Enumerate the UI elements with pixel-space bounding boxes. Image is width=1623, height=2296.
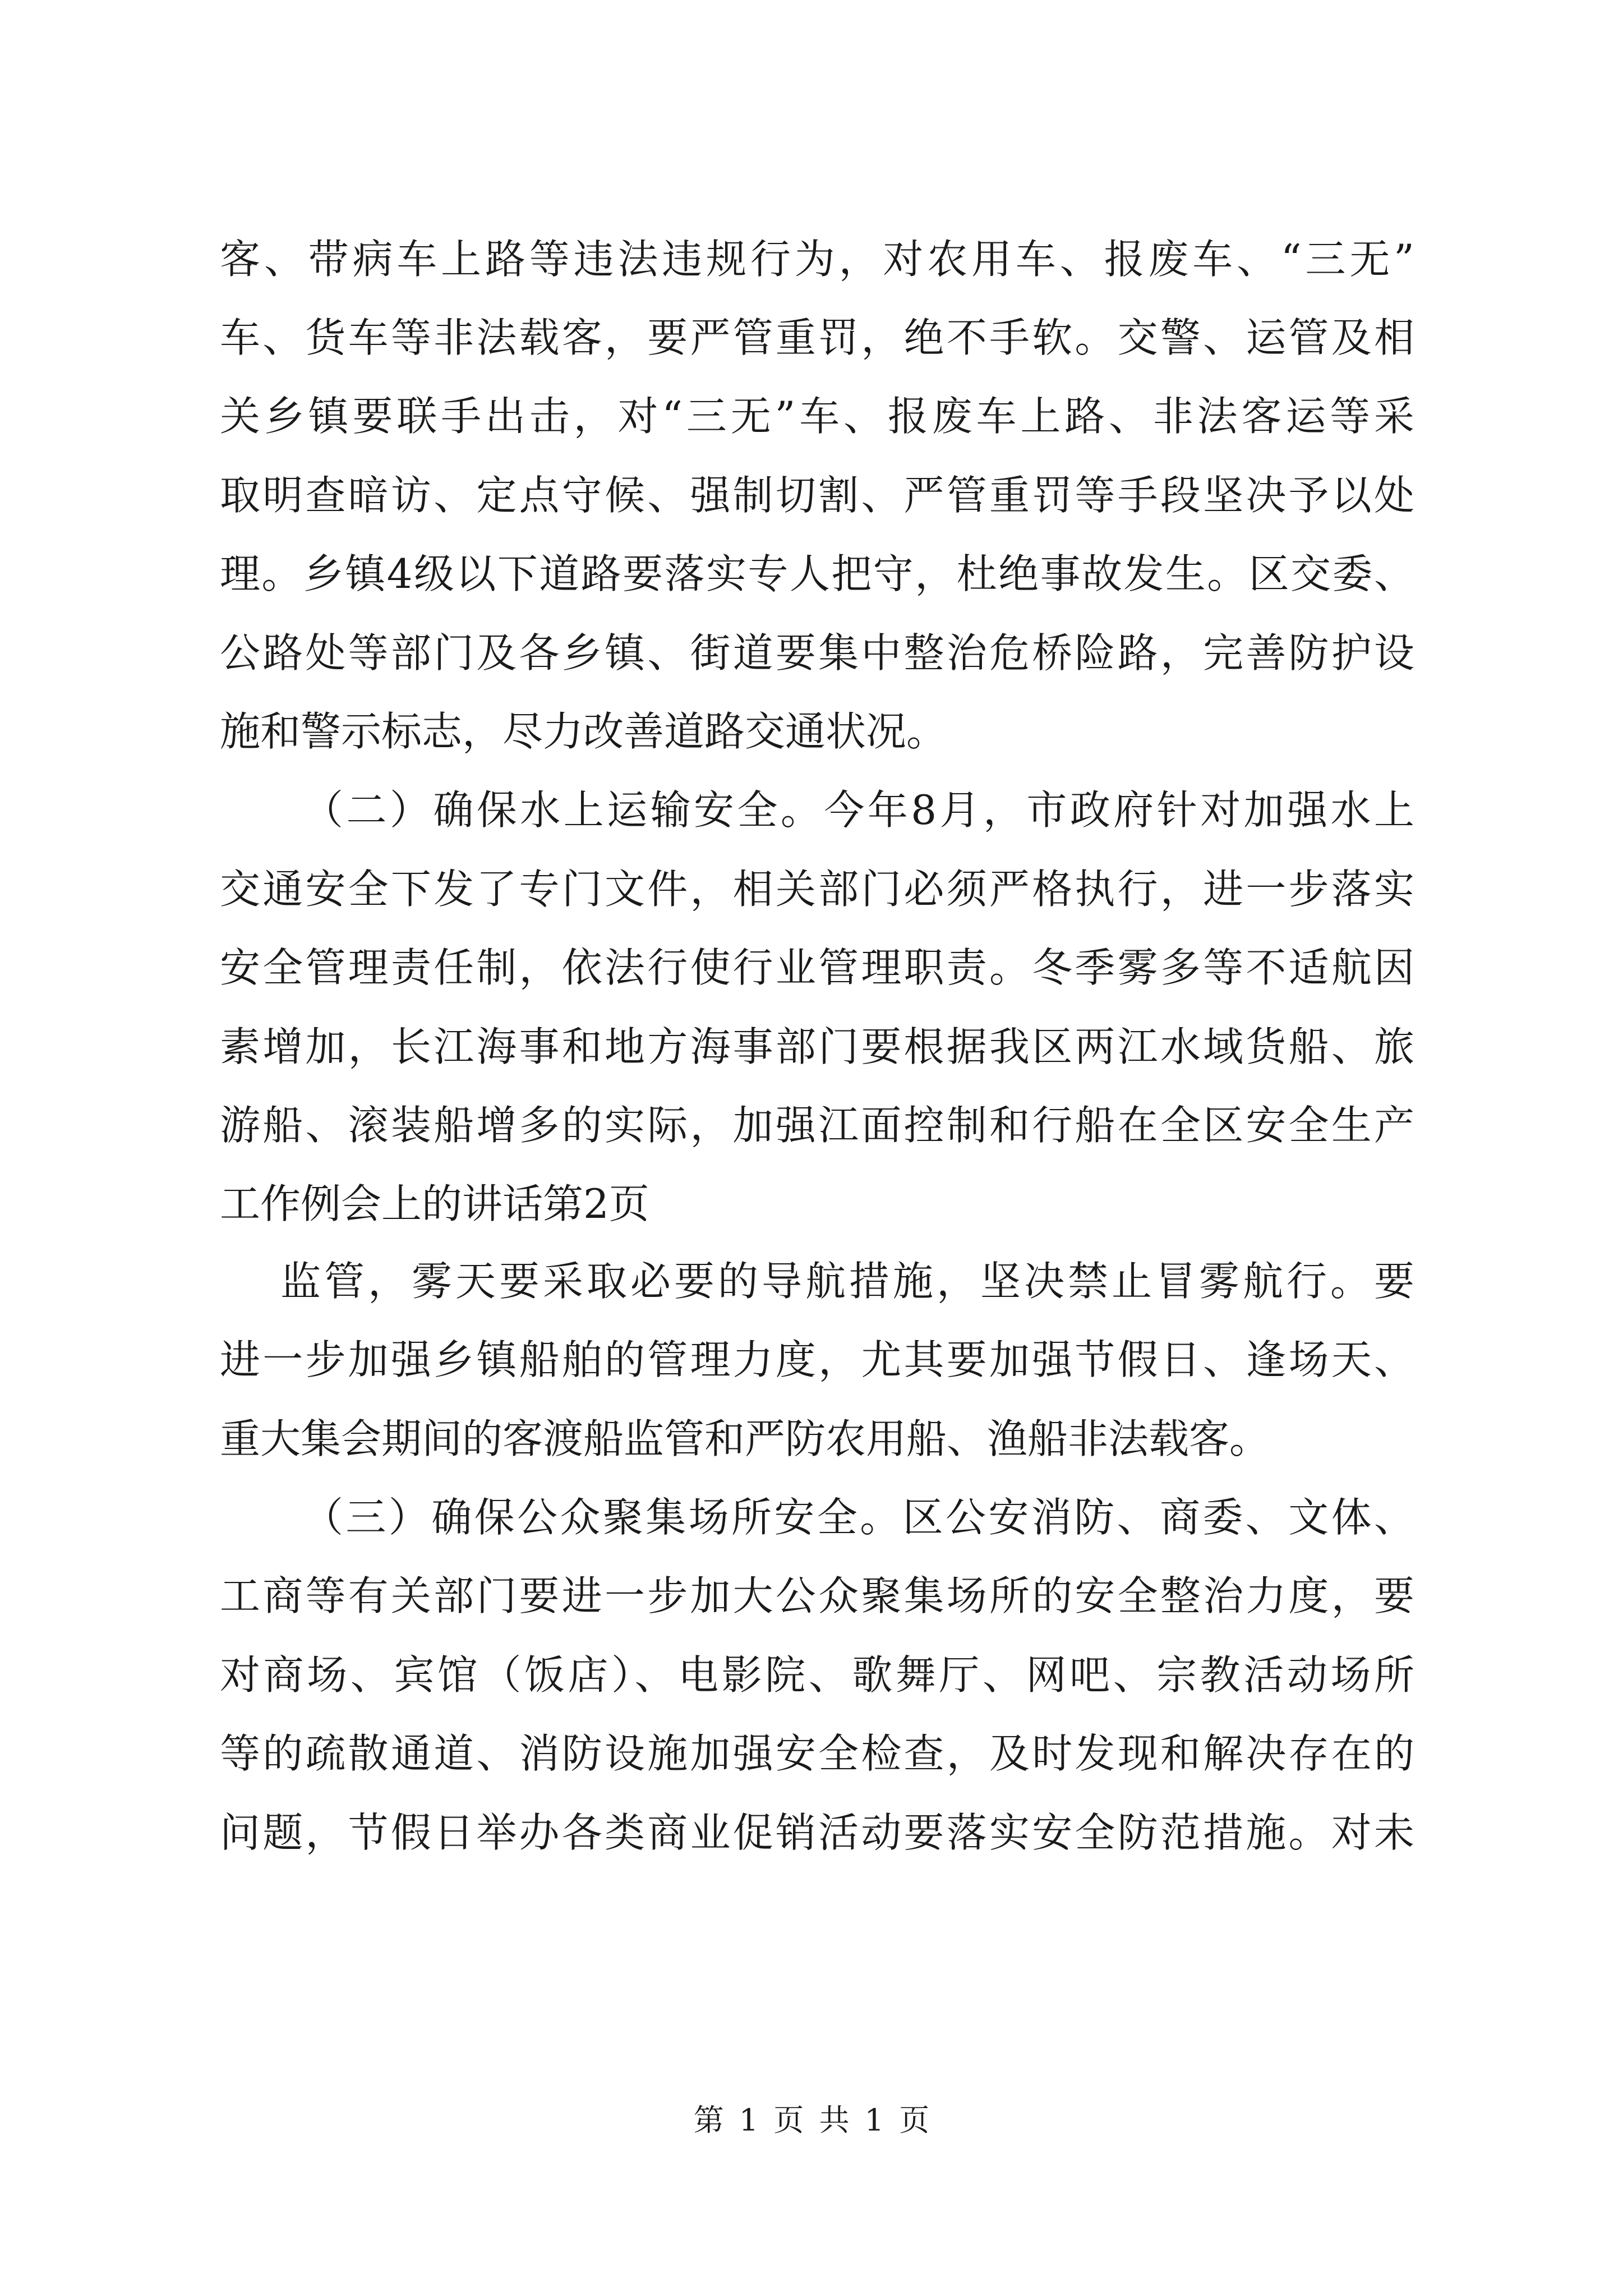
paragraph-1-line-4: 取明查暗访、定点守候、强制切割、严管重罚等手段坚决予以处 bbox=[220, 472, 1414, 519]
paragraph-2-line-2: 交通安全下发了专门文件，相关部门必须严格执行，进一步落实 bbox=[220, 866, 1414, 913]
paragraph-3-line-2: 进一步加强乡镇船舶的管理力度，尤其要加强节假日、逢场天、 bbox=[220, 1336, 1414, 1383]
paragraph-3-line-3: 重大集会期间的客渡船监管和严防农用船、渔船非法载客。 bbox=[220, 1415, 1270, 1462]
paragraph-2-line-4: 素增加，长江海事和地方海事部门要根据我区两江水域货船、旅 bbox=[220, 1023, 1414, 1070]
paragraph-1-line-7: 施和警示标志，尽力改善道路交通状况。 bbox=[220, 708, 947, 755]
paragraph-4-line-5: 问题，节假日举办各类商业促销活动要落实安全防范措施。对未 bbox=[220, 1809, 1414, 1856]
paragraph-1-line-2: 车、货车等非法载客，要严管重罚，绝不手软。交警、运管及相 bbox=[220, 314, 1414, 361]
paragraph-1-line-6: 公路处等部门及各乡镇、街道要集中整治危桥险路，完善防护设 bbox=[220, 629, 1414, 677]
paragraph-1-line-5: 理。乡镇4级以下道路要落实专人把守，杜绝事故发生。区交委、 bbox=[220, 550, 1414, 597]
paragraph-4-line-1: （三）确保公众聚集场所安全。区公安消防、商委、文体、 bbox=[303, 1494, 1414, 1541]
paragraph-2-line-5: 游船、滚装船增多的实际，加强江面控制和行船在全区安全生产 bbox=[220, 1102, 1414, 1149]
paragraph-4-line-3: 对商场、宾馆（饭店）、电影院、歌舞厅、网吧、宗教活动场所 bbox=[220, 1651, 1414, 1699]
paragraph-2-line-3: 安全管理责任制，依法行使行业管理职责。冬季雾多等不适航因 bbox=[220, 944, 1414, 991]
paragraph-2-line-6: 工作例会上的讲话第2页 bbox=[220, 1180, 649, 1227]
paragraph-4-line-2: 工商等有关部门要进一步加大公众聚集场所的安全整治力度，要 bbox=[220, 1572, 1414, 1619]
paragraph-1-line-1: 客、带病车上路等违法违规行为，对农用车、报废车、“三无” bbox=[220, 236, 1414, 283]
paragraph-1-line-3: 关乡镇要联手出击，对“三无”车、报废车上路、非法客运等采 bbox=[220, 393, 1414, 440]
page-footer: 第 1 页 共 1 页 bbox=[693, 2102, 930, 2138]
paragraph-4-line-4: 等的疏散通道、消防设施加强安全检查，及时发现和解决存在的 bbox=[220, 1730, 1414, 1777]
paragraph-2-line-1: （二）确保水上运输安全。今年8月，市政府针对加强水上 bbox=[303, 786, 1414, 834]
paragraph-3-line-1: 监管，雾天要采取必要的导航措施，坚决禁止冒雾航行。要 bbox=[280, 1258, 1414, 1305]
